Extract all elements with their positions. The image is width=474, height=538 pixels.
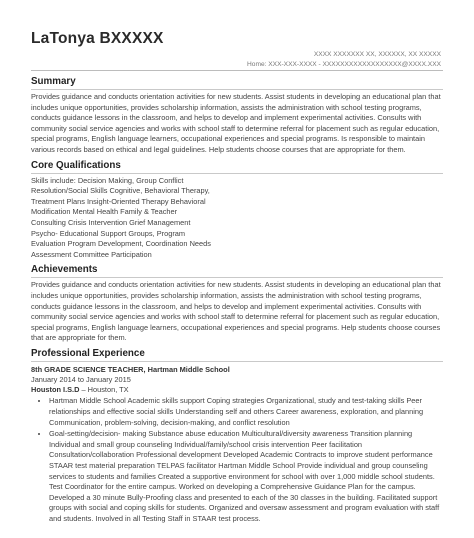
qualification-line: Consulting Crisis Intervention Grief Management xyxy=(31,217,191,227)
qualification-line: Psycho- Educational Support Groups, Program xyxy=(31,228,186,238)
qualification-line: Skills include: Decision Making, Group Conflict xyxy=(31,175,184,185)
job-employer: Houston I.S.D xyxy=(31,385,80,395)
header-divider xyxy=(31,70,443,71)
section-title-achievements: Achievements xyxy=(31,264,443,278)
candidate-name: LaTonya BXXXXX xyxy=(31,30,164,47)
achievements-text: Provides guidance and conducts orientation activities for new students. Assist students in developing an educational plan that includes unique opportunities, provides scholarship information, assists the administration with school testing programs, conducts guidance lessons in the classroom, and helps to develop and implement experimental activities. Consults with community social service agencies and works with school staff to determine referral for placement such as regular education, special programs, English language learners, occupational experiences and special programs. Help students choose courses that are appropriate for them. xyxy=(31,280,441,343)
qualification-line: Modification Mental Health Family & Teacher xyxy=(31,207,178,217)
contact-phone-email: Home: XXX-XXX-XXXX - XXXXXXXXXXXXXXXXXX@XXXX.XXX xyxy=(247,61,441,68)
resume-content xyxy=(31,72,443,526)
qualification-line: Evaluation Program Development, Coordination Needs xyxy=(31,239,211,249)
summary-text: Provides guidance and conducts orientation activities for new students. Assist students in developing an educational plan that includes unique opportunities, provides scholarship information, assists the administration with school testing programs, conducts guidance lessons in the classroom, and helps to develop and implement experimental activities. Consults with community social service agencies and works with school staff to determine referral for placement such as regular education, special programs, English language learners, occupational experiences and special programs. Is responsible to maintain various records based on ethical and legal guidelines. Help students choose courses that are appropriate for them. xyxy=(31,92,441,154)
qualification-line: Assessment Committee Participation xyxy=(31,249,152,259)
job-title: 8th GRADE SCIENCE TEACHER, Hartman Middle School xyxy=(31,364,230,374)
job-dates: January 2014 to January 2015 xyxy=(31,375,131,385)
section-title-core-qualifications: Core Qualifications xyxy=(31,160,443,174)
section-title-summary: Summary xyxy=(31,76,443,90)
job-location: – Houston, TX xyxy=(79,385,129,395)
job-bullets xyxy=(31,396,443,524)
qualification-line: Resolution/Social Skills Cognitive, Behavioral Therapy, xyxy=(31,186,210,196)
section-title-professional-experience: Professional Experience xyxy=(31,348,443,362)
qualification-line: Treatment Plans Insight-Oriented Therapy Behavioral xyxy=(31,196,206,206)
core-qualifications-list xyxy=(31,176,443,261)
job-bullet: • Hartman Middle School Academic skills support Coping strategies Organizational, study and test-taking skills Peer relationships and effective social skills Understanding self and others Career awareness, exploration, and planning Communication, problem-solving, decision-making, and conflict resolution xyxy=(49,396,443,428)
contact-address: XXXX XXXXXXX XX, XXXXXX, XX XXXXX xyxy=(313,51,441,58)
job-employer-location xyxy=(31,385,443,395)
job-bullet: • Goal-setting/decision- making Substance abuse education Multicultural/diversity awareness Transition planning Individual and small group counseling Individual/family/school crisis intervention Peer facilitation Consultation/collaboration Professional development Developed Academic Contracts to improve student performance STAAR test material preparation TELPAS facilitator Hartman Middle School Provide individual and group counseling services to students and families Created a supportive environment for school with over 1,000 middle school students. Test Coordinator for the entire campus. Worked on developing a Comprehensive Guidance Plan for the campus. Developed a 30 minute Bully-Proofing class and presented to each of the 30 classes in the building. Facilitated support groups with social and coping skills for students. Organized and oversaw assessment and program evaluation with staff and students. Involved in all Testing Staff in STAAR test process. xyxy=(49,429,443,524)
